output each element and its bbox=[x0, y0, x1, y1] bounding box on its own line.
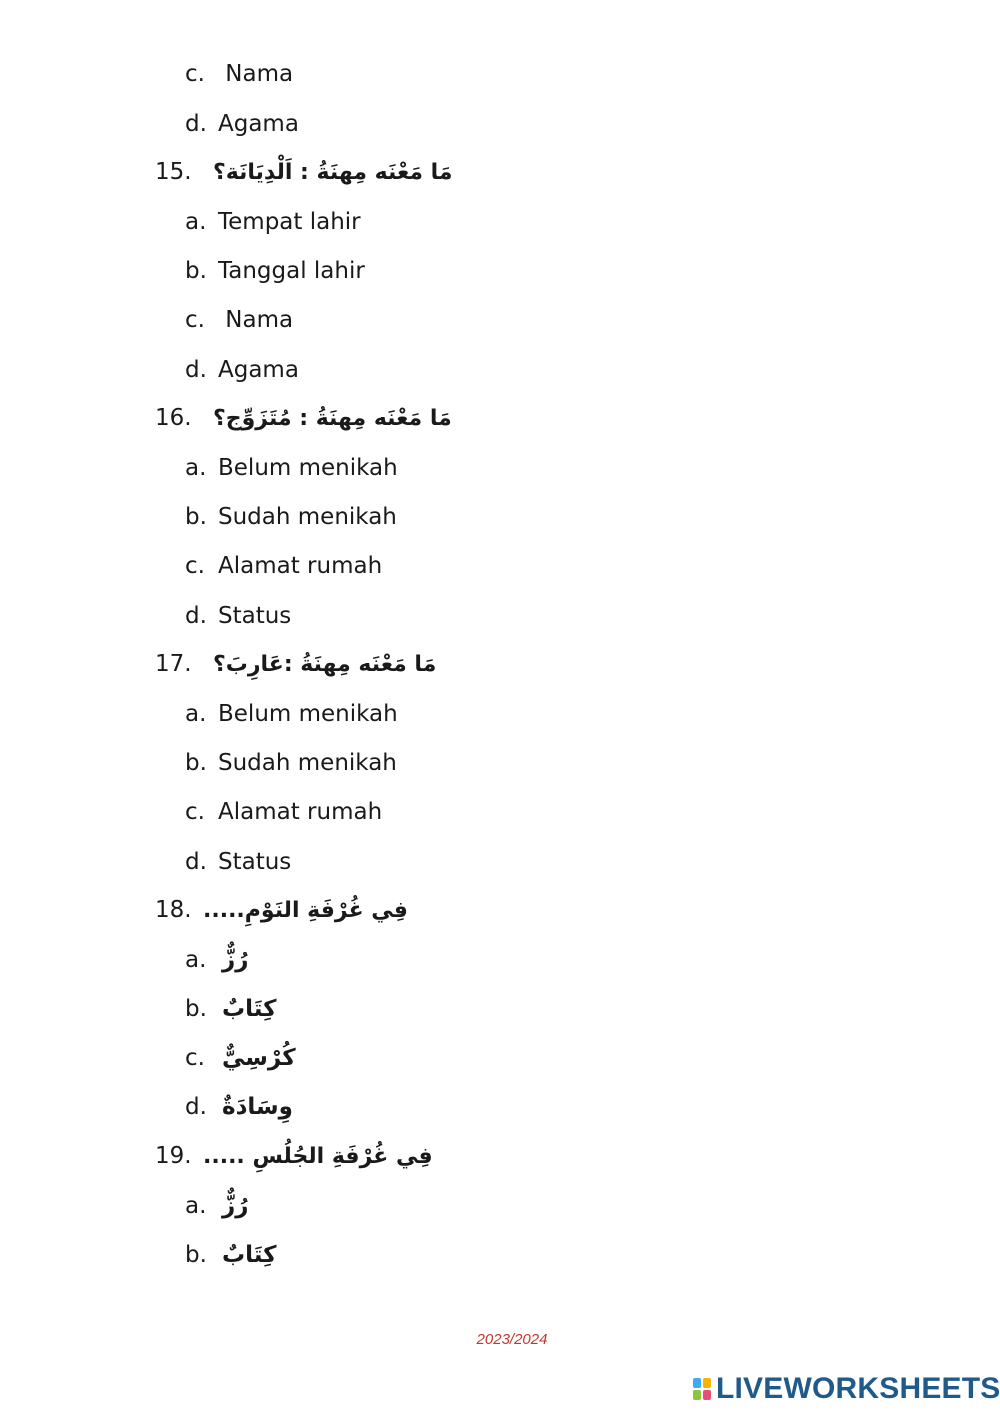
option-letter: b. bbox=[185, 504, 207, 530]
option-text: Belum menikah bbox=[218, 701, 398, 727]
option-text: Tempat lahir bbox=[218, 209, 361, 235]
option-text: كِتَابٌ bbox=[222, 996, 277, 1022]
option-letter: a. bbox=[185, 455, 207, 481]
option-row bbox=[185, 497, 397, 537]
option-row bbox=[185, 1235, 277, 1275]
question-prompt: مَا مَعْنَه مِهنَةُ : اَلْدِيَانَة؟ bbox=[213, 160, 453, 185]
option-letter: c. bbox=[185, 799, 205, 825]
option-letter: a. bbox=[185, 701, 207, 727]
question-number: 16. bbox=[155, 405, 192, 431]
option-text: Alamat rumah bbox=[218, 799, 383, 825]
question-19 bbox=[155, 1136, 433, 1176]
liveworksheets-logo[interactable] bbox=[693, 1370, 1000, 1408]
option-letter: d. bbox=[185, 1094, 207, 1120]
option-letter: c. bbox=[185, 307, 205, 333]
option-text: Status bbox=[218, 849, 292, 875]
option-text: Nama bbox=[218, 61, 294, 87]
option-text: كُرْسِيٌّ bbox=[222, 1045, 296, 1071]
question-17 bbox=[155, 644, 436, 684]
option-text: كِتَابٌ bbox=[222, 1242, 277, 1268]
question-number: 18. bbox=[155, 897, 192, 923]
option-row bbox=[185, 842, 291, 882]
option-letter: c. bbox=[185, 61, 205, 87]
question-number: 19. bbox=[155, 1143, 192, 1169]
option-letter: c. bbox=[185, 553, 205, 579]
option-letter: b. bbox=[185, 1242, 207, 1268]
question-number: 17. bbox=[155, 651, 192, 677]
option-text: رُزٌّ bbox=[222, 1193, 249, 1219]
question-prompt: فِي غُرْفَةِ النَوْمِ..... bbox=[203, 898, 408, 923]
option-letter: b. bbox=[185, 750, 207, 776]
option-row bbox=[185, 989, 277, 1029]
option-row bbox=[185, 940, 248, 980]
option-text: Sudah menikah bbox=[218, 750, 397, 776]
footer-year: 2023/2024 bbox=[476, 1331, 548, 1348]
option-row bbox=[185, 596, 291, 636]
question-18 bbox=[155, 890, 408, 930]
option-letter: d. bbox=[185, 357, 207, 383]
option-text: وِسَادَةٌ bbox=[222, 1094, 293, 1120]
option-row bbox=[185, 792, 382, 832]
brand-name: LIVEWORKSHEETS bbox=[716, 1372, 1000, 1405]
option-letter: a. bbox=[185, 209, 207, 235]
option-row bbox=[185, 104, 299, 144]
option-letter: c. bbox=[185, 1045, 205, 1071]
option-text: Status bbox=[218, 603, 292, 629]
option-row bbox=[185, 54, 293, 94]
option-row bbox=[185, 1186, 248, 1226]
option-text: Agama bbox=[218, 357, 299, 383]
option-text: Alamat rumah bbox=[218, 553, 383, 579]
logo-square bbox=[703, 1390, 711, 1400]
option-text: رُزٌّ bbox=[222, 947, 249, 973]
option-row bbox=[185, 546, 382, 586]
option-letter: b. bbox=[185, 258, 207, 284]
logo-square bbox=[693, 1390, 701, 1400]
option-row bbox=[185, 743, 397, 783]
option-row bbox=[185, 350, 299, 390]
option-text: Agama bbox=[218, 111, 299, 137]
option-text: Belum menikah bbox=[218, 455, 398, 481]
option-letter: d. bbox=[185, 849, 207, 875]
option-text: Nama bbox=[218, 307, 294, 333]
question-16 bbox=[155, 398, 452, 438]
option-letter: d. bbox=[185, 603, 207, 629]
option-row bbox=[185, 251, 365, 291]
option-letter: a. bbox=[185, 1193, 207, 1219]
option-letter: d. bbox=[185, 111, 207, 137]
question-prompt: مَا مَعْنَه مِهنَةُ :عَارِبَ؟ bbox=[213, 652, 437, 677]
option-row bbox=[185, 300, 293, 340]
option-letter: b. bbox=[185, 996, 207, 1022]
logo-square bbox=[703, 1378, 711, 1388]
option-row bbox=[185, 1087, 293, 1127]
option-row bbox=[185, 1038, 296, 1078]
question-number: 15. bbox=[155, 159, 192, 185]
option-row bbox=[185, 694, 398, 734]
question-prompt: فِي غُرْفَةِ الجُلُسِ ..... bbox=[203, 1144, 433, 1169]
liveworksheets-icon bbox=[693, 1378, 711, 1400]
question-15 bbox=[155, 152, 453, 192]
option-row bbox=[185, 202, 361, 242]
logo-square bbox=[693, 1378, 701, 1388]
option-text: Sudah menikah bbox=[218, 504, 397, 530]
option-letter: a. bbox=[185, 947, 207, 973]
option-text: Tanggal lahir bbox=[218, 258, 365, 284]
question-prompt: مَا مَعْنَه مِهنَةُ : مُتَزَوِّج؟ bbox=[213, 406, 452, 431]
option-row bbox=[185, 448, 398, 488]
